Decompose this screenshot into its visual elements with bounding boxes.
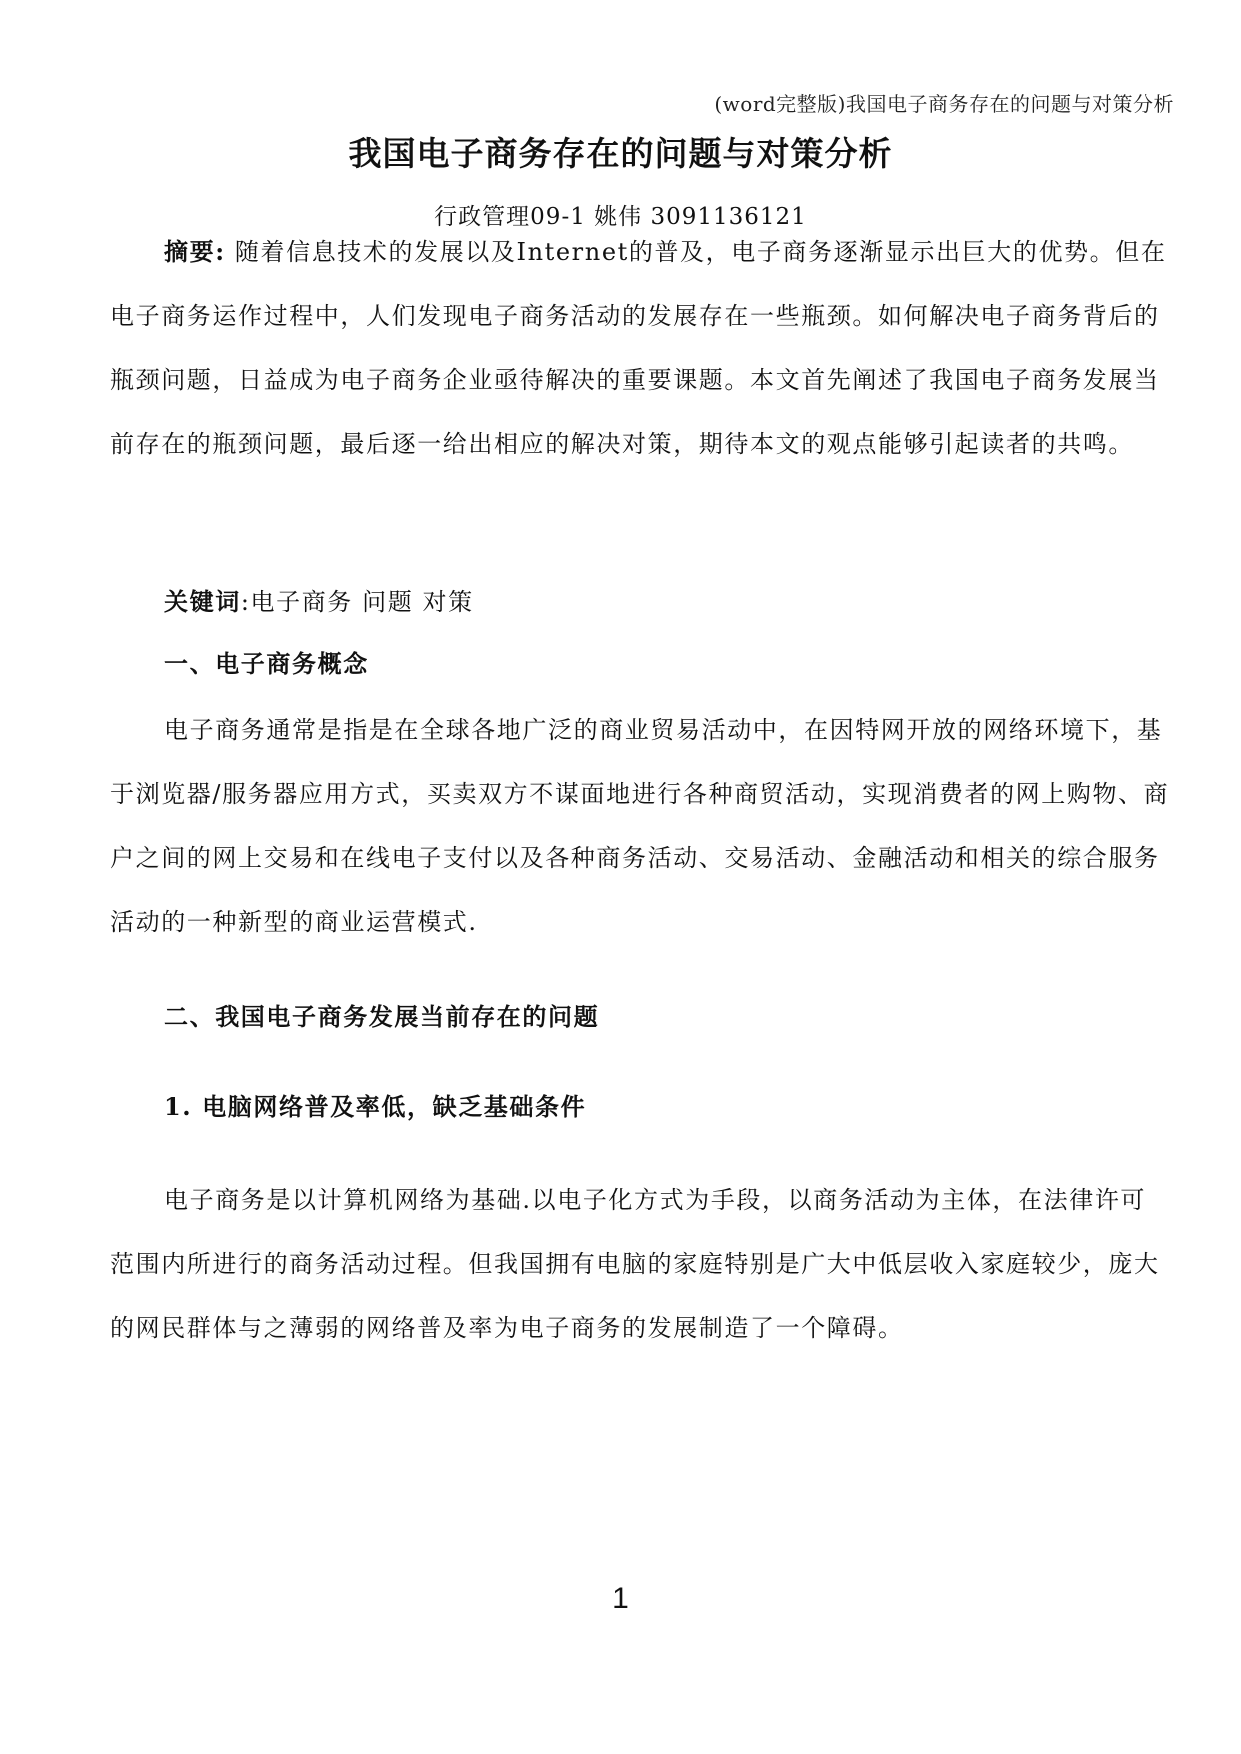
running-header: (word完整版)我国电子商务存在的问题与对策分析: [714, 92, 1174, 116]
abstract-paragraph: [110, 220, 1170, 476]
keywords-label: 关键词: [164, 587, 241, 616]
subsection-1-body-block: [110, 1168, 1170, 1360]
subsection-1-paragraph: 电子商务是以计算机网络为基础.以电子化方式为手段，以商务活动为主体，在法律许可范围内所进行的商务活动过程。但我国拥有电脑的家庭特别是广大中低层收入家庭较少，庞大的网民群体与之薄弱的网络普及率为电子商务的发展制造了一个障碍。: [110, 1186, 1160, 1342]
author-byline: 行政管理09-1 姚伟 3091136121: [434, 204, 807, 230]
keywords-paragraph: [110, 570, 1170, 634]
section-1-heading: 一、电子商务概念: [164, 649, 369, 678]
section-2-heading: 二、我国电子商务发展当前存在的问题: [164, 1002, 600, 1031]
keywords-text: [110, 570, 1170, 634]
abstract-text: [110, 220, 1170, 476]
section-2-heading-block: [110, 985, 1170, 1049]
subsection-1-heading: 1. 电脑网络普及率低，缺乏基础条件: [164, 1092, 587, 1121]
subsection-1-heading-block: [110, 1075, 1170, 1139]
document-title: 我国电子商务存在的问题与对策分析: [348, 134, 893, 173]
section-1-body-block: [110, 698, 1170, 954]
page-number: 1: [612, 1582, 629, 1615]
abstract-label: 摘要:: [164, 237, 226, 266]
section-1-heading-block: [110, 632, 1170, 696]
abstract-body: 随着信息技术的发展以及Internet的普及，电子商务逐渐显示出巨大的优势。但在电子商务运作过程中，人们发现电子商务活动的发展存在一些瓶颈。如何解决电子商务背后的瓶颈问题，日益成为电子商务企业亟待解决的重要课题。本文首先阐述了我国电子商务发展当前存在的瓶颈问题，最后逐一给出相应的解决对策，期待本文的观点能够引起读者的共鸣。: [110, 238, 1167, 458]
section-1-paragraph: 电子商务通常是指是在全球各地广泛的商业贸易活动中，在因特网开放的网络环境下，基于浏览器/服务器应用方式，买卖双方不谋面地进行各种商贸活动，实现消费者的网上购物、商户之间的网上交易和在线电子支付以及各种商务活动、交易活动、金融活动和相关的综合服务活动的一种新型的商业运营模式.: [110, 716, 1170, 936]
keywords-body: :电子商务 问题 对策: [240, 588, 474, 616]
